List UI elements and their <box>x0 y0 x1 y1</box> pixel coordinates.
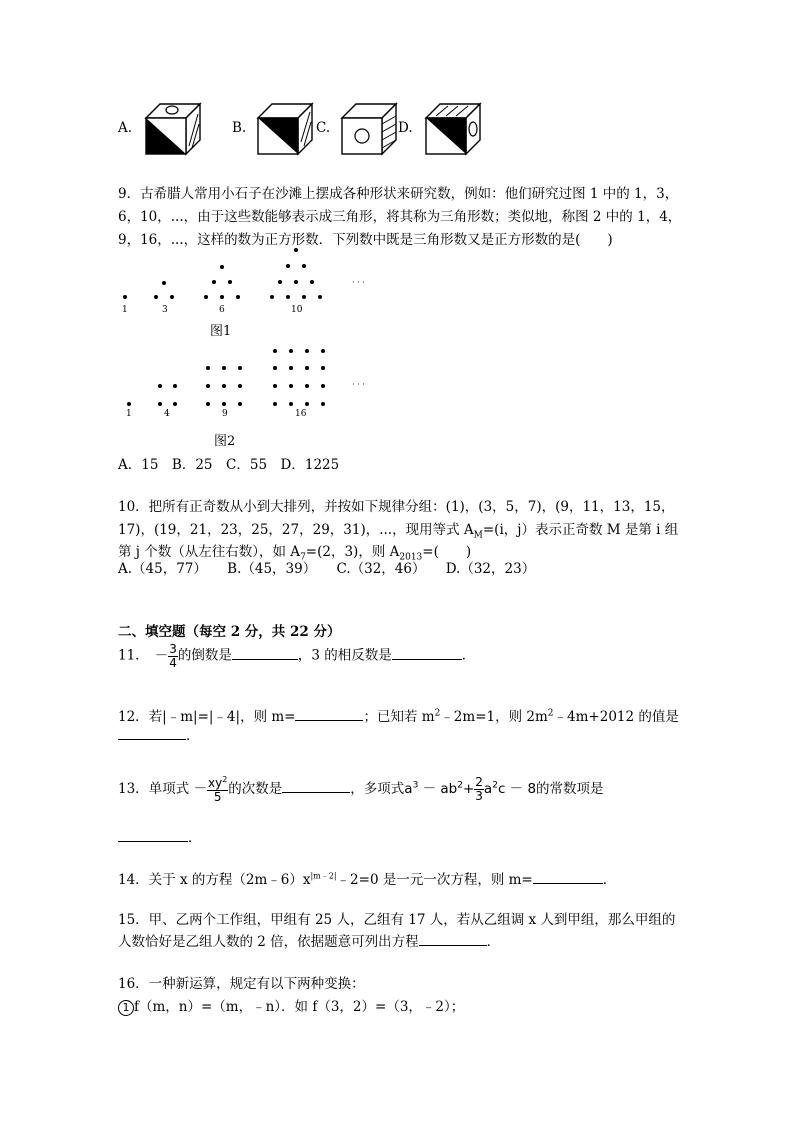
q12-blank-1 <box>295 720 363 721</box>
fig2-label-4: 4 <box>164 409 170 419</box>
q12-line2: ． <box>118 724 200 744</box>
q8-option-d-label: D. <box>398 120 413 136</box>
q9-line1: 9．古希腊人常用小石子在沙滩上摆成各种形状来研究数，例如：他们研究过图 1 中的 1，3， <box>118 186 679 202</box>
cube-b-figure <box>254 102 318 156</box>
q13-polynomial: $a^3 - ab^2+$ $\frac{2}{3}$ $a^2c - 8$ <box>404 775 537 803</box>
circled-number-1: 1 <box>118 1000 134 1016</box>
q9-options: A．15 B．25 C．55 D．1225 <box>118 457 340 473</box>
q8-option-c-label: C. <box>316 120 331 136</box>
fig1-label-6: 6 <box>219 305 225 315</box>
fig2-label-9: 9 <box>222 409 228 419</box>
q11-line: 11． － $\frac{3}{4}$ 的倒数是 ，3 的相反数是 ． <box>118 642 476 670</box>
q13-line2: ． <box>118 826 202 846</box>
q13-fraction: $\frac{xy^2}{5}$ <box>207 775 228 804</box>
q14-line: 14．关于 x 的方程$(2m﹣6)x^{|m﹣2|}﹣2=0$ 是一元一次方程，则 m= ． <box>118 871 617 888</box>
q13-line1: 13．单项式 － $\frac{xy^2}{5}$ 的次数是 ，多项式$a^3 - ab^2+$ $\frac{2}{3}$ $a^2c - 8$的常数项是 <box>118 775 604 804</box>
fig1-label-10: 10 <box>291 305 303 315</box>
q9-line2: 6，10，...，由于这些数能够表示成三角形，将其称为三角形数；类似地，称图 2 中的 1，4， <box>118 209 682 225</box>
section2-title: 二、填空题（每空 2 分，共 22 分） <box>118 624 341 640</box>
q15-blank <box>419 945 487 946</box>
fig2-caption: 图2 <box>214 434 236 449</box>
q15-line1: 15．甲、乙两个工作组，甲组有 25 人，乙组有 17 人，若从乙组调 x 人到甲组，那么甲组的 <box>118 912 676 928</box>
fig2-ellipsis: · · · <box>352 380 365 389</box>
fig1-caption: 图1 <box>210 324 232 339</box>
q12-blank-2 <box>118 739 186 740</box>
fig1-label-3: 3 <box>162 305 168 315</box>
cube-a-figure <box>142 102 206 156</box>
q13-blank-1 <box>282 792 350 793</box>
figure2-square-dots <box>115 342 385 412</box>
fig2-label-16: 16 <box>295 409 307 419</box>
q11-fraction: $\frac{3}{4}$ <box>169 642 177 670</box>
q16-line2: 1 f（m，n）=（m，﹣n）．如 f（3，2）=（3，﹣2）； <box>118 995 464 1016</box>
q10-options: A.（45，77） B.（45，39） C.（32，46） D.（32，23） <box>118 561 536 577</box>
q13-blank-2 <box>118 841 188 842</box>
q14-blank <box>533 883 603 884</box>
q8-option-b-label: B. <box>232 120 247 136</box>
figure1-triangular-dots <box>115 240 385 310</box>
q12-line1: 12．若|﹣m|=|﹣4|，则 m= ；已知若 $m^2﹣2m=1$，则 $2m^2﹣4m+2012$ 的值是 <box>118 708 679 725</box>
q10-line3: 第 j 个数（从左往右数），如 $A_7=(2$，3)，则 $A_{2013}=$( ) <box>118 544 472 563</box>
fig2-label-1: 1 <box>126 409 132 419</box>
q8-option-a-label: A. <box>118 120 133 136</box>
q11-blank-1 <box>232 659 298 660</box>
q9-line3: 9，16，...，这样的数为正方形数．下列数中既是三角形数又是正方形数的是( ) <box>118 232 613 248</box>
q10-line2: 17)，(19，21，23，25，27，29，31)，...，现用等式 $A_M=(i$，j）表示正奇数 M 是第 i 组 <box>118 522 679 541</box>
q15-line2: 人数恰好是乙组人数的 2 倍，依据题意可列出方程 ． <box>118 934 501 950</box>
q11-blank-2 <box>392 659 462 660</box>
fig1-label-1: 1 <box>122 305 128 315</box>
q16-line1: 16．一种新运算，规定有以下两种变换： <box>118 976 365 992</box>
q10-line1: 10．把所有正奇数从小到大排列，并按如下规律分组：(1)，(3，5，7)，(9，11，13，15， <box>118 499 675 515</box>
fig1-ellipsis: · · · <box>352 278 365 287</box>
cube-d-figure <box>422 102 486 156</box>
cube-c-figure <box>338 102 402 156</box>
